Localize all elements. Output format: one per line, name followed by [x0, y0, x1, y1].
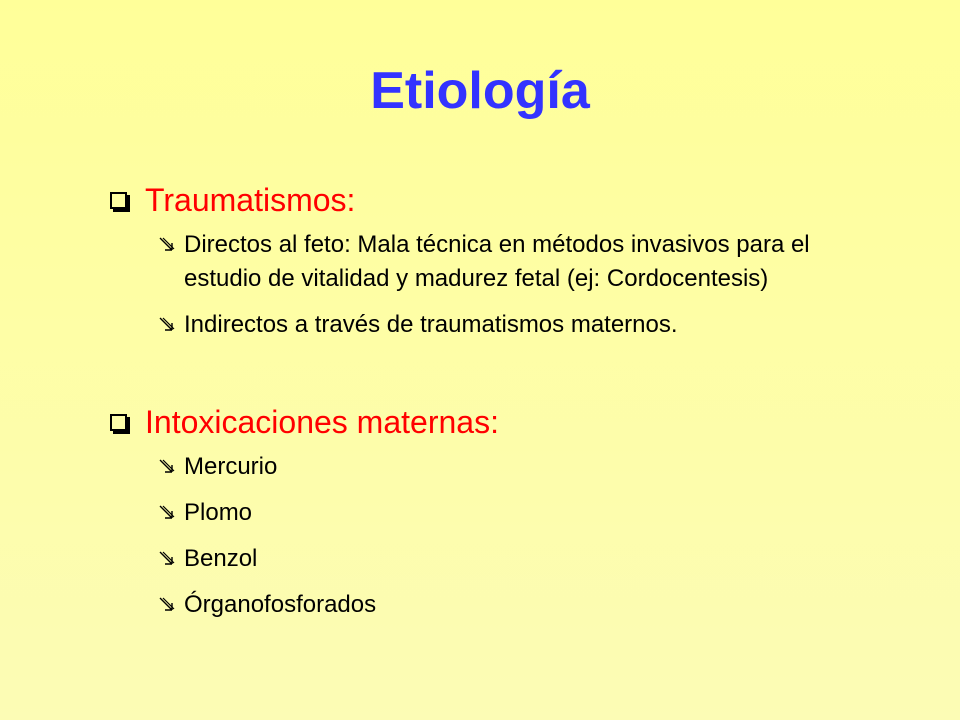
checkbox-square-icon [110, 414, 127, 431]
list-item-text: Mercurio [184, 453, 278, 480]
section-traumatismos [108, 180, 908, 342]
section-heading [108, 180, 908, 220]
section-heading [108, 402, 908, 442]
list-item [158, 450, 908, 484]
list-item-text: Órganofosforados [184, 591, 377, 618]
list-item [158, 308, 908, 342]
slide-title: Etiología [370, 62, 590, 120]
arrow-icon [158, 503, 178, 523]
arrow-icon [158, 235, 178, 255]
section-heading-text: Traumatismos: [145, 182, 356, 218]
list-item [158, 228, 908, 296]
list-item-text: Plomo [184, 499, 253, 526]
checkbox-square-icon [110, 192, 127, 209]
arrow-icon [158, 457, 178, 477]
section-items [158, 228, 908, 342]
list-item-text: Indirectos a través de traumatismos maternos. [184, 311, 678, 338]
list-item [158, 588, 908, 622]
list-item [158, 496, 908, 530]
section-heading-text: Intoxicaciones maternas: [145, 404, 499, 440]
arrow-icon [158, 549, 178, 569]
list-item-text: Directos al feto: Mala técnica en métodos invasivos para el estudio de vitalidad y madurez fetal (ej: Cordocentesis) [184, 231, 810, 292]
arrow-icon [158, 595, 178, 615]
section-intoxicaciones [108, 402, 908, 622]
arrow-icon [158, 315, 178, 335]
section-items [158, 450, 908, 622]
list-item [158, 542, 908, 576]
list-item-text: Benzol [184, 545, 258, 572]
